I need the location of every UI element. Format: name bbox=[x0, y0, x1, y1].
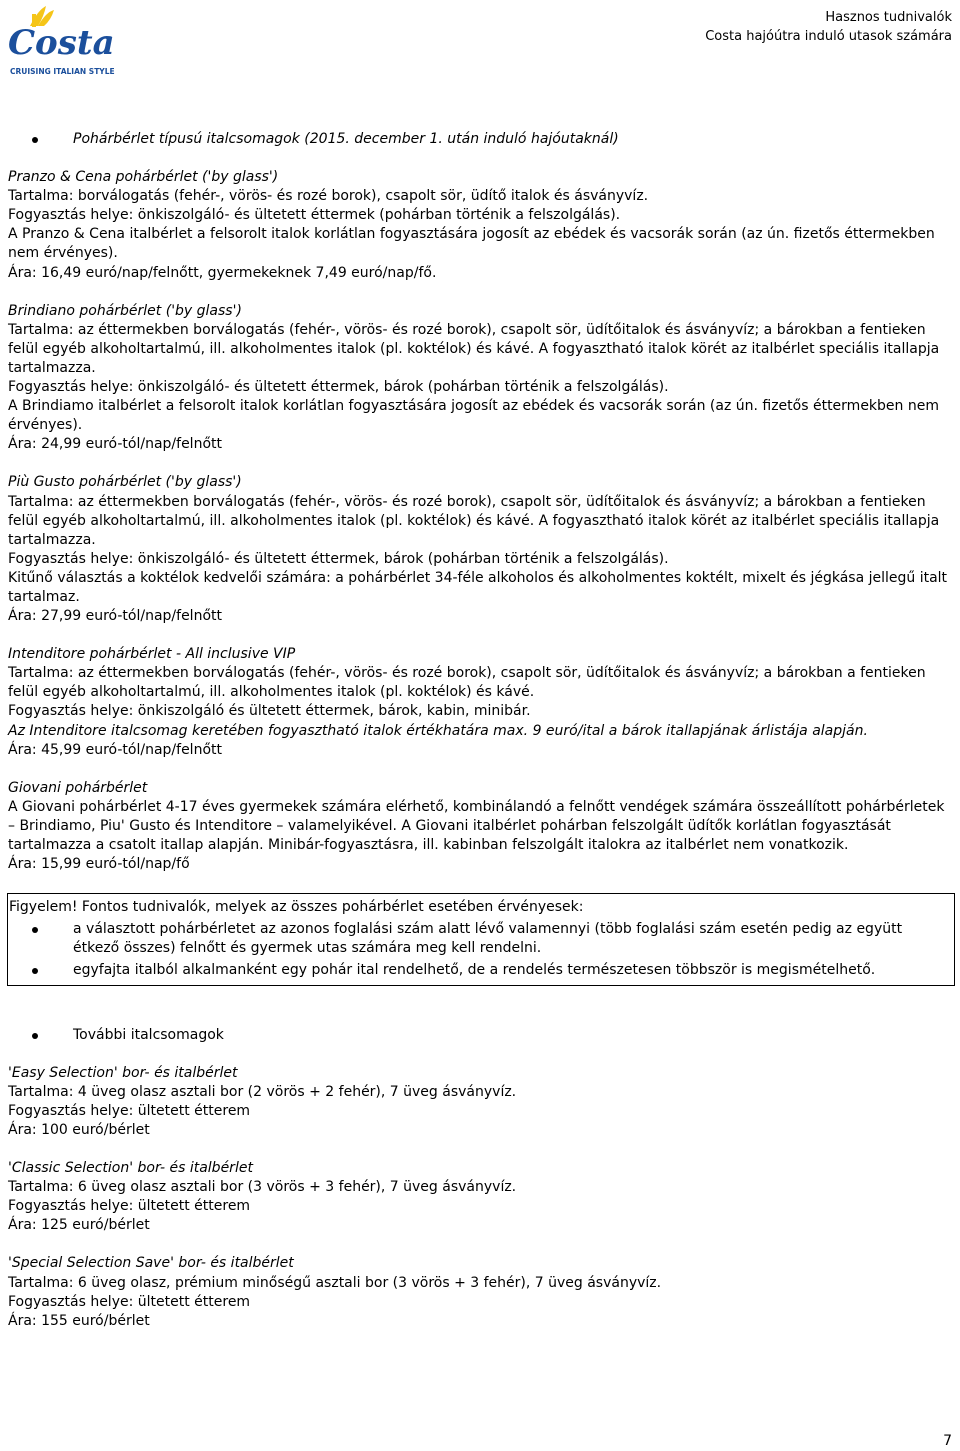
logo-text: Costa bbox=[8, 23, 115, 63]
section-title: 'Classic Selection' bor- és italbérlet bbox=[8, 1160, 253, 1177]
section-piu-gusto bbox=[8, 473, 950, 626]
section-title: 'Easy Selection' bor- és italbérlet bbox=[8, 1064, 238, 1081]
header-title-line1: Hasznos tudnivalók bbox=[825, 10, 952, 25]
header-title bbox=[705, 8, 952, 46]
section-line: Tartalma: 6 üveg olasz asztali bor (3 vörös + 3 fehér), 7 üveg ásványvíz. bbox=[8, 1179, 517, 1196]
section-line: Tartalma: borválogatás (fehér-, vörös- és rozé borok), csapolt sör, üdítő italok és ásványvíz. bbox=[8, 188, 649, 205]
section-line: Fogyasztás helye: önkiszolgáló- és ültetett éttermek, bárok (pohárban történik a felszolgálás). bbox=[8, 550, 669, 567]
section-line: Az Intenditore italcsomag keretében fogyasztható italok értékhatára max. 9 euró/ital a bárok itallapjának árlistája alapján. bbox=[8, 722, 868, 739]
notice-lead: Figyelem! Fontos tudnivalók, melyek az összes pohárbérlet esetében érvényesek: bbox=[9, 899, 584, 916]
bullet-heading-other-packages: További italcsomagok bbox=[8, 1026, 950, 1045]
bullet-heading-glass-packages: Pohárbérlet típusú italcsomagok (2015. december 1. után induló hajóutaknál) bbox=[8, 130, 950, 149]
section-special-selection bbox=[8, 1254, 950, 1330]
section-pranzo-cena bbox=[8, 168, 950, 283]
section-easy-selection bbox=[8, 1064, 950, 1140]
section-title: Pranzo & Cena pohárbérlet ('by glass') bbox=[8, 169, 279, 186]
costa-logo-graphic bbox=[8, 4, 116, 78]
section-title: Più Gusto pohárbérlet ('by glass') bbox=[8, 474, 242, 491]
notice-item: a választott pohárbérletet az azonos foglalási szám alatt lévő valamennyi (több foglalási szám esetén pedig az együtt étkező összes) felnőtt és gyermek utas számára meg kell rendelni. bbox=[8, 920, 954, 958]
notice-item: egyfajta italból alkalmanként egy pohár ital rendelhető, de a rendelés természetesen többször is megismételhető. bbox=[8, 961, 954, 980]
section-title: Brindiano pohárbérlet ('by glass') bbox=[8, 302, 242, 319]
notice-list bbox=[8, 920, 954, 980]
section-line: Tartalma: az éttermekben borválogatás (fehér-, vörös- és rozé borok), csapolt sör, üdítőitalok és ásványvíz; a bárokban a fentieken felül egyéb alkoholtartalmú, ill. alkoholmentes italok (pl. koktélok) és kávé. bbox=[8, 665, 926, 701]
section-line: Tartalma: az éttermekben borválogatás (fehér-, vörös- és rozé borok), csapolt sör, üdítőitalok és ásványvíz; a bárokban a fentieken felül egyéb alkoholtartalmú, ill. alkoholmentes italok (pl. koktélok) és kávé. A fogyasztható italok körét az italbérlet speciális itallapja tartalmazza. bbox=[8, 321, 940, 376]
section-line: Tartalma: az éttermekben borválogatás (fehér-, vörös- és rozé borok), csapolt sör, üdítőitalok és ásványvíz; a bárokban a fentieken felül egyéb alkoholtartalmú, ill. alkoholmentes italok (pl. koktélok) és kávé. A fogyasztható italok körét az italbérlet speciális itallapja tartalmazza. bbox=[8, 493, 940, 548]
section-price: Ára: 100 euró/bérlet bbox=[8, 1121, 150, 1138]
header-title-line2: Costa hajóútra induló utasok számára bbox=[705, 29, 952, 44]
section-line: A Giovani pohárbérlet 4-17 éves gyermekek számára elérhető, kombinálandó a felnőtt vendégek számára összeállított pohárbérletek – Brindiamo, Piu' Gusto és Intenditore – valamelyikével. A Giovani italbérlet pohárban felszolgált üdítők korlátlan fogyasztását tartalmazza a csatolt itallap alapján. Minibár-fogyasztásra, ill. kabinban felszolgált italokra az italbérlet nem vonatkozik. bbox=[8, 798, 945, 853]
section-title: Giovani pohárbérlet bbox=[8, 779, 148, 796]
page-number: 7 bbox=[943, 1433, 952, 1449]
section-line: A Pranzo & Cena italbérlet a felsorolt italok korlátlan fogyasztására jogosít az ebédek és vacsorák során (az ún. fizetős éttermekben nem érvényes). bbox=[8, 226, 935, 262]
section-line: Fogyasztás helye: önkiszolgáló és ültetett éttermek, bárok, kabin, minibár. bbox=[8, 703, 531, 720]
section-title: 'Special Selection Save' bor- és italbérlet bbox=[8, 1255, 294, 1272]
logo-tagline: CRUISING ITALIAN STYLE bbox=[10, 67, 115, 76]
section-price: Ára: 16,49 euró/nap/felnőtt, gyermekeknek 7,49 euró/nap/fő. bbox=[8, 264, 437, 281]
section-line: A Brindiamo italbérlet a felsorolt italok korlátlan fogyasztására jogosít az ebédek és vacsorák során (az ún. fizetős éttermekben nem érvényes). bbox=[8, 398, 939, 434]
section-line: Fogyasztás helye: ültetett étterem bbox=[8, 1293, 251, 1310]
notice-box bbox=[7, 893, 955, 985]
section-line: Fogyasztás helye: önkiszolgáló- és ültetett éttermek (pohárban történik a felszolgálás). bbox=[8, 207, 621, 224]
section-price: Ára: 15,99 euró-tól/nap/fő bbox=[8, 856, 190, 873]
document-body bbox=[8, 130, 950, 1350]
section-price: Ára: 155 euró/bérlet bbox=[8, 1312, 150, 1329]
section-price: Ára: 27,99 euró-tól/nap/felnőtt bbox=[8, 608, 222, 625]
costa-logo bbox=[8, 4, 116, 78]
section-intenditore bbox=[8, 645, 950, 760]
section-brindiano bbox=[8, 302, 950, 455]
section-price: Ára: 125 euró/bérlet bbox=[8, 1217, 150, 1234]
section-line: Fogyasztás helye: ültetett étterem bbox=[8, 1198, 251, 1215]
section-line: Tartalma: 6 üveg olasz, prémium minőségű asztali bor (3 vörös + 3 fehér), 7 üveg ásványvíz. bbox=[8, 1274, 662, 1291]
section-giovani bbox=[8, 779, 950, 874]
section-line: Fogyasztás helye: önkiszolgáló- és ültetett éttermek, bárok (pohárban történik a felszolgálás). bbox=[8, 379, 669, 396]
section-classic-selection bbox=[8, 1159, 950, 1235]
section-line: Tartalma: 4 üveg olasz asztali bor (2 vörös + 2 fehér), 7 üveg ásványvíz. bbox=[8, 1083, 517, 1100]
section-price: Ára: 45,99 euró-tól/nap/felnőtt bbox=[8, 741, 222, 758]
section-line: Kitűnő választás a koktélok kedvelői számára: a pohárbérlet 34-féle alkoholos és alkoholmentes koktélt, mixelt és jégkása jellegű italt tartalmaz. bbox=[8, 569, 948, 605]
section-line: Fogyasztás helye: ültetett étterem bbox=[8, 1102, 251, 1119]
section-price: Ára: 24,99 euró-tól/nap/felnőtt bbox=[8, 436, 222, 453]
section-title: Intenditore pohárbérlet - All inclusive VIP bbox=[8, 646, 296, 663]
